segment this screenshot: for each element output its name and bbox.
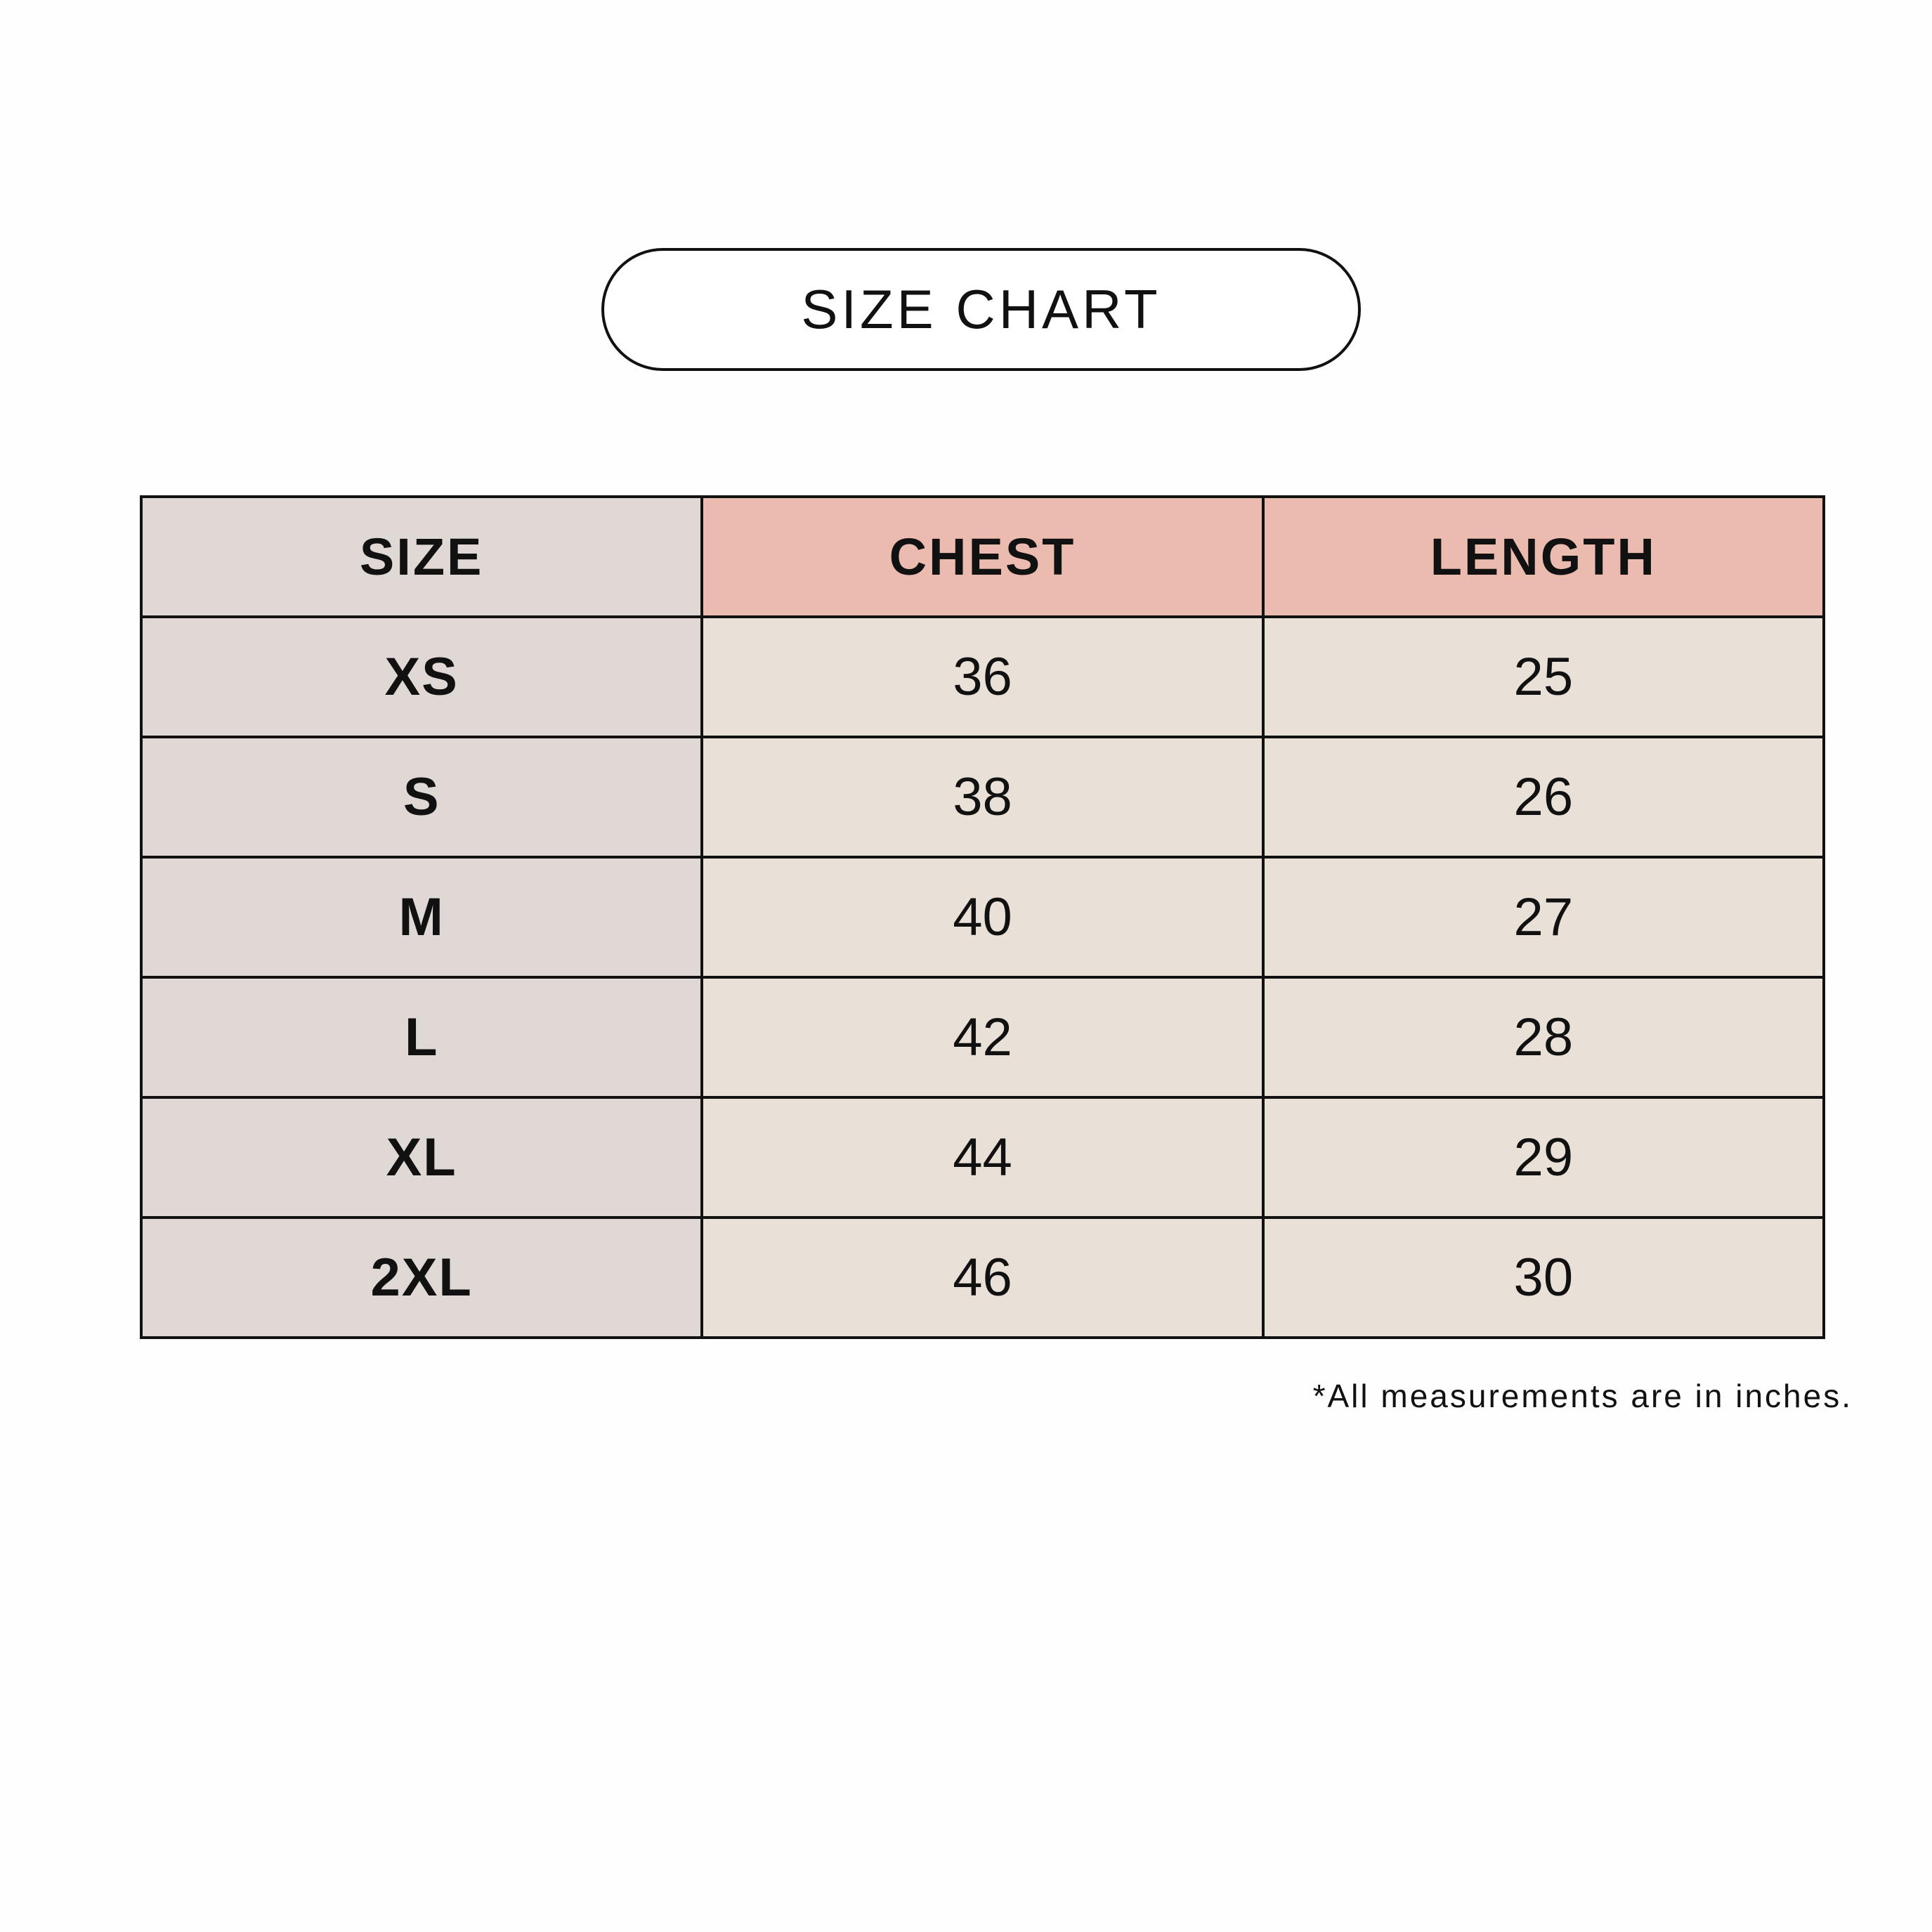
size-chart-table — [140, 495, 1825, 1339]
length-cell: 25 — [1263, 617, 1824, 737]
size-cell: L — [141, 977, 702, 1097]
table-header-row — [141, 497, 1824, 617]
header-size: SIZE — [141, 497, 702, 617]
length-cell: 26 — [1263, 737, 1824, 857]
size-cell: S — [141, 737, 702, 857]
chest-cell: 40 — [702, 857, 1262, 977]
table-row — [141, 977, 1824, 1097]
length-cell: 28 — [1263, 977, 1824, 1097]
length-cell: 27 — [1263, 857, 1824, 977]
measurement-footnote: *All measurements are in inches. — [1312, 1378, 1853, 1414]
size-cell: XS — [141, 617, 702, 737]
chest-cell: 36 — [702, 617, 1262, 737]
table-row — [141, 737, 1824, 857]
size-chart-title-pill — [601, 248, 1361, 371]
chest-cell: 44 — [702, 1097, 1262, 1218]
chest-cell: 42 — [702, 977, 1262, 1097]
table-row — [141, 1218, 1824, 1338]
table-row — [141, 857, 1824, 977]
header-chest: CHEST — [702, 497, 1262, 617]
table-row — [141, 1097, 1824, 1218]
table-row — [141, 617, 1824, 737]
size-cell: 2XL — [141, 1218, 702, 1338]
size-cell: XL — [141, 1097, 702, 1218]
header-length: LENGTH — [1263, 497, 1824, 617]
length-cell: 29 — [1263, 1097, 1824, 1218]
size-cell: M — [141, 857, 702, 977]
chest-cell: 46 — [702, 1218, 1262, 1338]
page-title: SIZE CHART — [801, 278, 1161, 340]
length-cell: 30 — [1263, 1218, 1824, 1338]
chest-cell: 38 — [702, 737, 1262, 857]
